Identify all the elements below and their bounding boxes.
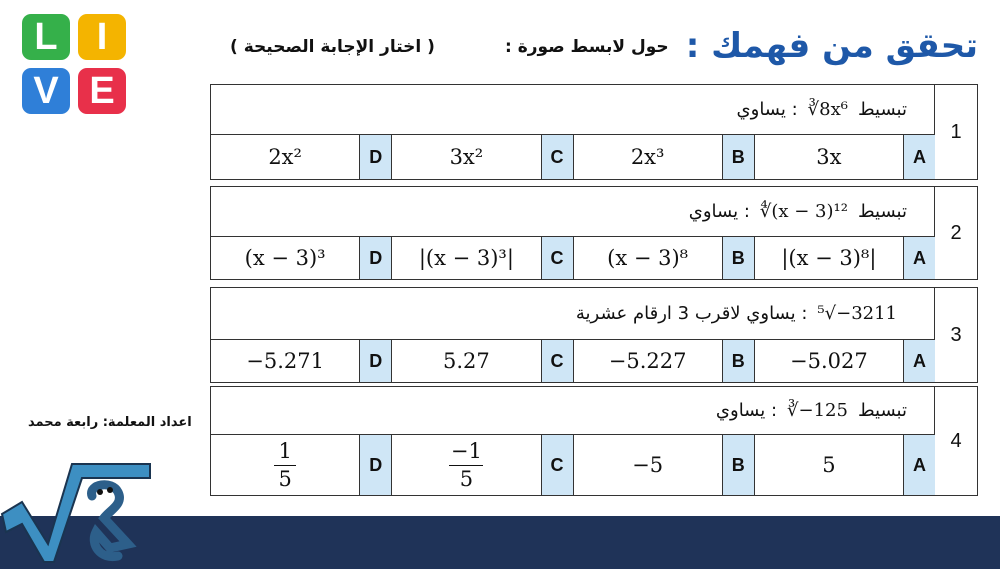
- option-d-letter[interactable]: D: [359, 237, 391, 279]
- option-a-value[interactable]: |(x − 3)⁸|: [754, 237, 903, 279]
- answer-row: [211, 135, 935, 179]
- stem-text: تبسيط: [857, 400, 907, 421]
- option-c-letter[interactable]: C: [541, 435, 573, 495]
- live-logo: [22, 14, 130, 118]
- option-a-value[interactable]: 3x: [754, 135, 903, 179]
- option-a-value[interactable]: 5: [754, 435, 903, 495]
- stem-suffix: يساوي :: [688, 201, 750, 222]
- logo-letter-v: V: [22, 68, 70, 114]
- option-b-value[interactable]: −5.227: [573, 340, 722, 382]
- option-c-letter[interactable]: C: [541, 237, 573, 279]
- logo-letter-i: I: [78, 14, 126, 60]
- stem-expression: ∛−125: [787, 400, 848, 421]
- fraction-numerator: −1: [450, 439, 482, 464]
- question-number: 4: [934, 387, 977, 495]
- option-a-letter[interactable]: A: [903, 340, 935, 382]
- option-d-letter[interactable]: D: [359, 340, 391, 382]
- option-c-letter[interactable]: C: [541, 135, 573, 179]
- question-number: 1: [934, 85, 977, 179]
- stem-suffix: يساوي :: [715, 400, 778, 421]
- option-a-value[interactable]: −5.027: [754, 340, 903, 382]
- stem-expression: ∜(x − 3)¹²: [759, 201, 848, 222]
- option-b-letter[interactable]: B: [722, 340, 754, 382]
- square-root-mascot-icon: [0, 444, 160, 569]
- logo-letter-l: L: [22, 14, 70, 60]
- option-c-value[interactable]: |(x − 3)³|: [391, 237, 540, 279]
- option-c-value[interactable]: 5.27: [391, 340, 540, 382]
- option-a-letter[interactable]: A: [903, 237, 935, 279]
- stem-text: تبسيط: [857, 99, 907, 120]
- question-stem: [211, 288, 935, 340]
- option-b-letter[interactable]: B: [722, 435, 754, 495]
- fraction-denominator: 5: [459, 466, 474, 491]
- author-credit: اعداد المعلمة: رابعة محمد: [28, 415, 192, 430]
- option-d-value[interactable]: 2x²: [268, 145, 302, 169]
- option-d-letter[interactable]: D: [359, 435, 391, 495]
- question-stem: [211, 387, 935, 435]
- option-c-value[interactable]: [391, 435, 540, 495]
- option-d-value[interactable]: [211, 435, 359, 495]
- fraction-denominator: 5: [278, 466, 292, 491]
- option-d-value[interactable]: −5.271: [246, 349, 324, 373]
- answer-row: [211, 435, 935, 495]
- fraction-bar: [274, 465, 296, 466]
- option-b-value[interactable]: (x − 3)⁸: [573, 237, 722, 279]
- stem-expression: ⁵√−3211: [817, 303, 897, 324]
- option-d-value[interactable]: (x − 3)³: [244, 246, 326, 270]
- option-b-letter[interactable]: B: [722, 135, 754, 179]
- option-b-letter[interactable]: B: [722, 237, 754, 279]
- option-b-value[interactable]: −5: [573, 435, 722, 495]
- fraction-bar: [449, 465, 483, 466]
- fraction: [449, 440, 483, 489]
- option-d-letter[interactable]: D: [359, 135, 391, 179]
- fraction: [274, 440, 296, 489]
- stem-text: تبسيط: [857, 201, 907, 222]
- page-title: تحقق من فهمك :: [685, 26, 978, 66]
- question-number: 2: [934, 187, 977, 279]
- stem-expression: ∛8x⁶: [807, 99, 848, 120]
- fraction-numerator: 1: [278, 439, 292, 464]
- question-stem: [211, 187, 935, 237]
- option-b-value[interactable]: 2x³: [573, 135, 722, 179]
- question-stem: [211, 85, 935, 135]
- stem-suffix: يساوي لاقرب 3 ارقام عشرية :: [575, 303, 808, 324]
- instruction-text: حول لابسط صورة :: [505, 37, 669, 57]
- stem-suffix: يساوي :: [736, 99, 798, 120]
- question-3: [210, 287, 978, 383]
- answer-row: [211, 340, 935, 382]
- question-1: [210, 84, 978, 180]
- question-4: [210, 386, 978, 496]
- answer-row: [211, 237, 935, 279]
- question-2: [210, 186, 978, 280]
- question-number: 3: [934, 288, 977, 382]
- option-a-letter[interactable]: A: [903, 135, 935, 179]
- option-a-letter[interactable]: A: [903, 435, 935, 495]
- logo-letter-e: E: [78, 68, 126, 114]
- instruction-hint: ( اختار الإجابة الصحيحة ): [230, 37, 435, 57]
- option-c-value[interactable]: 3x²: [391, 135, 540, 179]
- option-c-letter[interactable]: C: [541, 340, 573, 382]
